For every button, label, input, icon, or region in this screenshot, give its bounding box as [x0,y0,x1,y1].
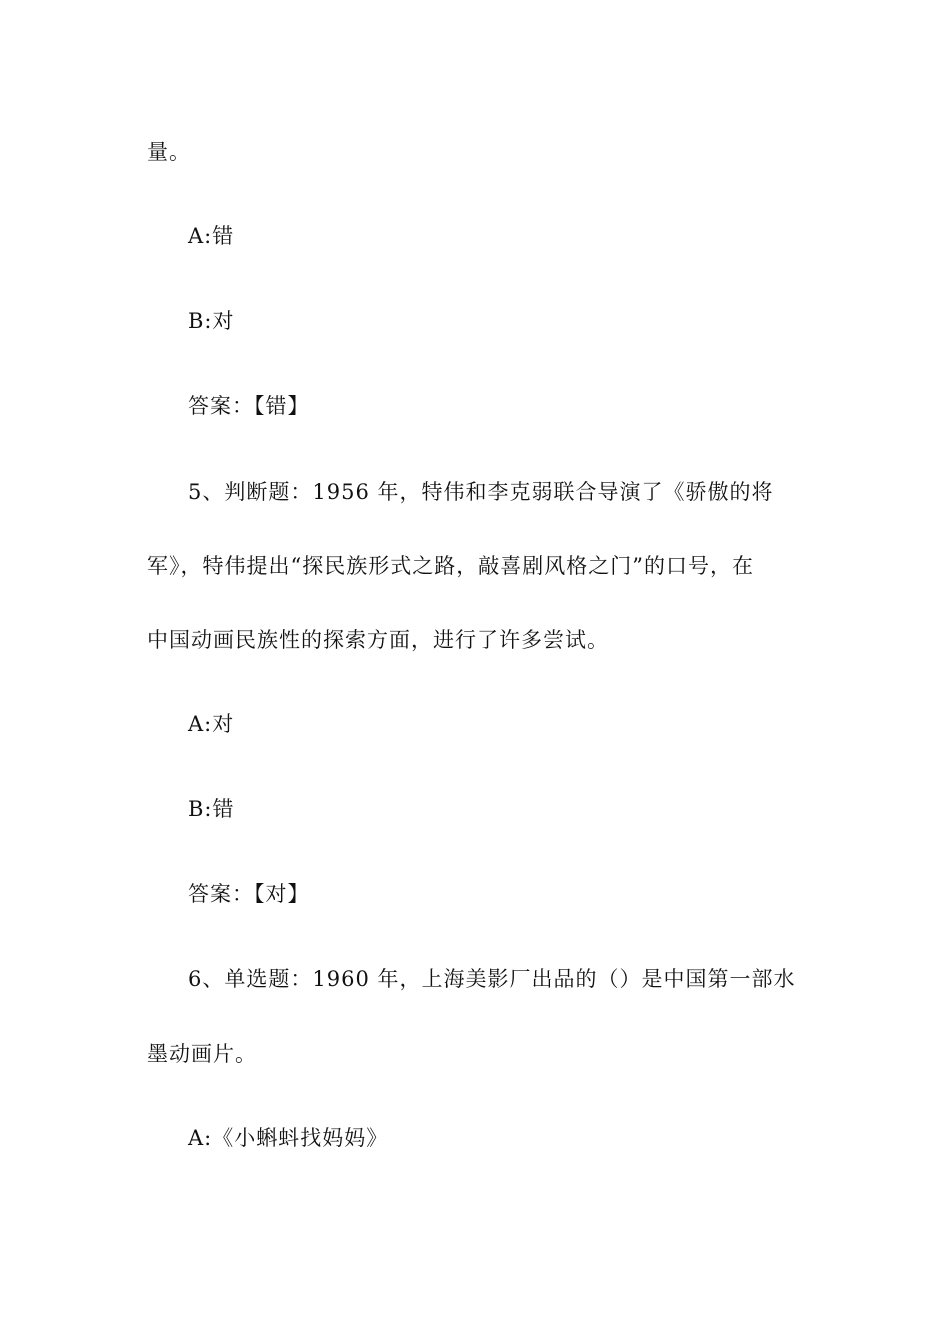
question-5-text-line-3: 中国动画民族性的探索方面，进行了许多尝试。 [147,628,609,652]
question-5-text-line-1: 5、判断题：1956 年，特伟和李克弱联合导演了《骄傲的将 [188,480,774,504]
question-5-option-b: B:错 [188,797,235,821]
question-5-option-a: A:对 [188,712,235,736]
question-6-text-line-1: 6、单选题：1960 年，上海美影厂出品的（）是中国第一部水 [188,967,796,991]
question-5-text-line-2: 军》，特伟提出“探民族形式之路，敲喜剧风格之门”的口号，在 [147,554,754,578]
question-4-answer: 答案：【错】 [188,394,310,418]
question-6-text-line-2: 墨动画片。 [147,1042,257,1066]
question-4-option-a: A:错 [188,224,235,248]
question-5-answer: 答案：【对】 [188,882,310,906]
question-4-option-b: B:对 [188,309,235,333]
question-6-option-a: A:《小蝌蚪找妈妈》 [188,1126,389,1150]
question-4-text-end: 量。 [147,140,191,164]
